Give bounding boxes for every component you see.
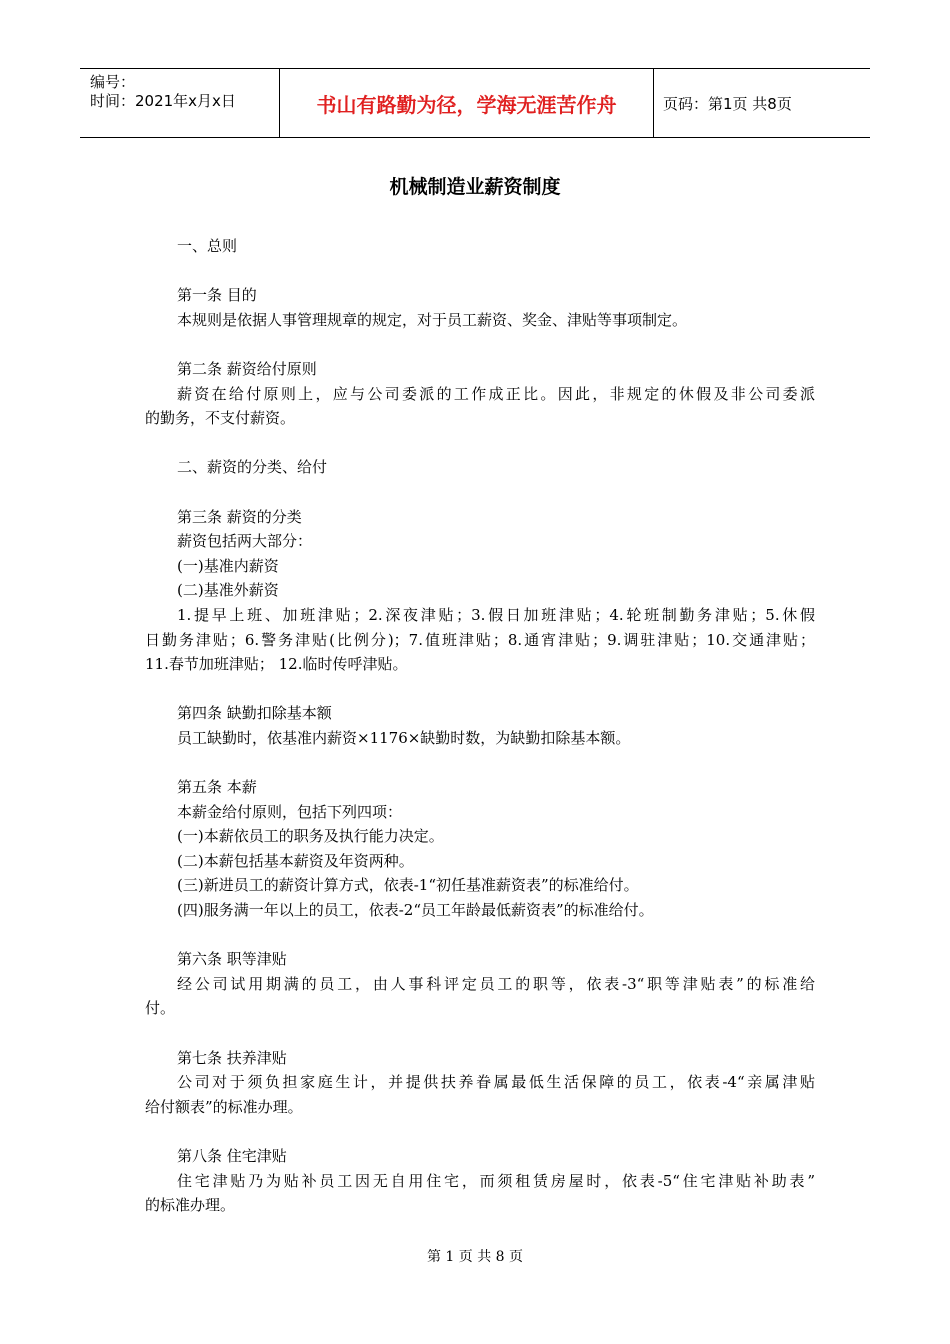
paragraph-line: 的标准办理。 — [145, 1196, 236, 1215]
article-title: 第一条 目的 — [177, 286, 257, 305]
list-item: (四)服务满一年以上的员工，依表-2“员工年龄最低薪资表”的标准给付。 — [177, 901, 654, 920]
motto: 书山有路勤为径，学海无涯苦作舟 — [280, 69, 654, 137]
paragraph-line: 薪资在给付原则上，应与公司委派的工作成正比。因此，非规定的休假及非公司委派 — [177, 384, 815, 403]
article-title: 第三条 薪资的分类 — [177, 507, 302, 526]
article-title: 第七条 扶养津贴 — [177, 1048, 287, 1067]
paragraph-line: 付。 — [145, 999, 176, 1018]
article-title: 第八条 住宅津贴 — [177, 1146, 287, 1165]
list-item: (一)基准内薪资 — [177, 556, 279, 575]
article-title: 第二条 薪资给付原则 — [177, 359, 317, 378]
paragraph-line: 给付额表”的标准办理。 — [145, 1097, 303, 1116]
page-info: 页码：第1页 共8页 — [663, 94, 792, 113]
paragraph-line: 1.提早上班、加班津贴；2.深夜津贴；3.假日加班津贴；4.轮班制勤务津贴；5.休假 — [177, 605, 815, 624]
header-left-cell — [80, 69, 280, 137]
list-item: (二)基准外薪资 — [177, 581, 279, 600]
number-label: 编号： — [90, 73, 136, 91]
page-footer: 第 1 页 共 8 页 — [426, 1249, 524, 1265]
section-heading: 一、总则 — [177, 237, 238, 255]
list-item: (三)新进员工的薪资计算方式，依表-1“初任基准薪资表”的标准给付。 — [177, 876, 639, 895]
document-body — [145, 234, 815, 1218]
paragraph-line: 员工缺勤时，依基准内薪资×1176×缺勤时数，为缺勤扣除基本额。 — [177, 728, 631, 747]
section-heading: 二、薪资的分类、给付 — [177, 458, 328, 477]
paragraph-line: 经公司试用期满的员工，由人事科评定员工的职等，依表-3“职等津贴表”的标准给 — [177, 974, 815, 993]
header-table — [80, 68, 870, 138]
paragraph-line: 本规则是依据人事管理规章的规定，对于员工薪资、奖金、津贴等事项制定。 — [177, 310, 688, 329]
article-title: 第五条 本薪 — [177, 778, 257, 797]
paragraph-line: 的勤务，不支付薪资。 — [145, 409, 296, 428]
paragraph-line: 公司对于须负担家庭生计，并提供扶养眷属最低生活保障的员工，依表-4“亲属津贴 — [177, 1073, 815, 1092]
article-title: 第六条 职等津贴 — [177, 950, 287, 969]
document-title: 机械制造业薪资制度 — [389, 176, 561, 198]
date-label: 时间：2021年x月x日 — [90, 92, 236, 110]
paragraph-line: 薪资包括两大部分： — [177, 532, 313, 551]
list-item: (二)本薪包括基本薪资及年资两种。 — [177, 851, 414, 870]
article-title: 第四条 缺勤扣除基本额 — [177, 704, 332, 723]
list-item: (一)本薪依员工的职务及执行能力决定。 — [177, 827, 444, 846]
paragraph-line: 日勤务津贴；6.警务津贴(比例分)；7.值班津贴；8.通宵津贴；9.调驻津贴；10.交通津贴； — [145, 630, 815, 649]
paragraph-line: 住宅津贴乃为贴补员工因无自用住宅，而须租赁房屋时，依表-5“住宅津贴补助表” — [177, 1171, 815, 1190]
paragraph-line: 本薪金给付原则，包括下列四项： — [177, 802, 403, 821]
paragraph-line: 11.春节加班津贴； 12.临时传呼津贴。 — [145, 655, 408, 674]
